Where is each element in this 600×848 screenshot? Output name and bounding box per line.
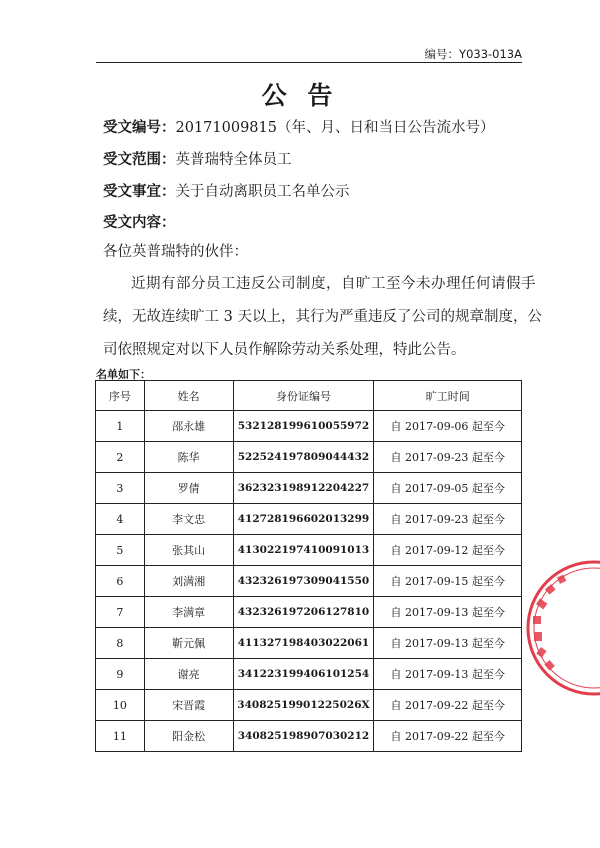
cell-absence-time: 自 2017-09-22 起至今	[374, 721, 522, 752]
cell-id-number: 432326197309041550	[233, 566, 374, 597]
cell-name: 靳元佩	[144, 628, 233, 659]
cell-index: 3	[96, 473, 145, 504]
field-label: 受文编号：	[103, 120, 176, 136]
field-label: 受文范围：	[103, 152, 176, 168]
field-value: 20171009815（年、月、日和当日公告流水号）	[175, 120, 495, 136]
header-id-number: 身份证编号	[233, 381, 374, 411]
cell-name: 邵永雄	[144, 411, 233, 442]
cell-absence-time: 自 2017-09-13 起至今	[374, 597, 522, 628]
cell-name: 张其山	[144, 535, 233, 566]
cell-id-number: 341223199406101254	[233, 659, 374, 690]
header-name: 姓名	[144, 381, 233, 411]
cell-name: 刘满湘	[144, 566, 233, 597]
cell-absence-time: 自 2017-09-05 起至今	[374, 473, 522, 504]
cell-name: 陈华	[144, 442, 233, 473]
cell-name: 谢亮	[144, 659, 233, 690]
cell-index: 5	[96, 535, 145, 566]
table-header-row	[96, 381, 522, 411]
cell-index: 2	[96, 442, 145, 473]
cell-absence-time: 自 2017-09-15 起至今	[374, 566, 522, 597]
cell-id-number: 34082519901225026X	[233, 690, 374, 721]
field-label: 受文事宜：	[103, 184, 176, 200]
header-absence-time: 旷工时间	[374, 381, 522, 411]
cell-id-number: 362323198912204227	[233, 473, 374, 504]
table-row	[96, 690, 522, 721]
cell-index: 8	[96, 628, 145, 659]
cell-name: 阳金松	[144, 721, 233, 752]
cell-index: 1	[96, 411, 145, 442]
cell-absence-time: 自 2017-09-12 起至今	[374, 535, 522, 566]
cell-index: 7	[96, 597, 145, 628]
cell-index: 10	[96, 690, 145, 721]
table-row	[96, 566, 522, 597]
cell-name: 宋晋霞	[144, 690, 233, 721]
cell-name: 李满章	[144, 597, 233, 628]
cell-absence-time: 自 2017-09-22 起至今	[374, 690, 522, 721]
cell-id-number: 413022197410091013	[233, 535, 374, 566]
cell-absence-time: 自 2017-09-13 起至今	[374, 628, 522, 659]
cell-absence-time: 自 2017-09-06 起至今	[374, 411, 522, 442]
cell-id-number: 411327198403022061	[233, 628, 374, 659]
cell-index: 6	[96, 566, 145, 597]
table-row	[96, 721, 522, 752]
field-value: 关于自动离职员工名单公示	[175, 184, 350, 200]
table-row	[96, 411, 522, 442]
cell-id-number: 432326197206127810	[233, 597, 374, 628]
list-label: 名单如下：	[96, 368, 151, 381]
table-row	[96, 628, 522, 659]
body-paragraph-line: 司依照规定对以下人员作解除劳动关系处理，特此公告。	[103, 342, 466, 358]
cell-id-number: 412728196602013299	[233, 504, 374, 535]
field-document-number	[103, 116, 494, 137]
cell-id-number: 532128199610055972	[233, 411, 374, 442]
cell-id-number: 340825198907030212	[233, 721, 374, 752]
table-row	[96, 597, 522, 628]
cell-name: 罗倩	[144, 473, 233, 504]
field-value: 英普瑞特全体员工	[175, 152, 292, 168]
document-number: 编号：Y033-013A	[424, 47, 522, 61]
table-body	[96, 411, 522, 752]
table-row	[96, 504, 522, 535]
body-paragraph-line: 续，无故连续旷工 3 天以上，其行为严重违反了公司的规章制度，公	[103, 309, 542, 325]
header-index: 序号	[96, 381, 145, 411]
field-recipient-scope	[103, 148, 292, 169]
cell-name: 李文忠	[144, 504, 233, 535]
cell-absence-time: 自 2017-09-23 起至今	[374, 504, 522, 535]
cell-index: 9	[96, 659, 145, 690]
company-seal-stamp	[524, 558, 600, 698]
greeting: 各位英普瑞特的伙伴：	[103, 244, 248, 260]
employee-table	[95, 380, 522, 752]
header-divider	[96, 62, 522, 63]
body-paragraph-line: 近期有部分员工违反公司制度，自旷工至今未办理任何请假手	[131, 276, 536, 292]
field-label: 受文内容：	[103, 215, 176, 231]
table-row	[96, 659, 522, 690]
page-title: 公 告	[261, 81, 339, 110]
field-subject	[103, 180, 350, 201]
cell-absence-time: 自 2017-09-23 起至今	[374, 442, 522, 473]
cell-index: 4	[96, 504, 145, 535]
table-row	[96, 473, 522, 504]
cell-id-number: 522524197809044432	[233, 442, 374, 473]
cell-absence-time: 自 2017-09-13 起至今	[374, 659, 522, 690]
table-row	[96, 535, 522, 566]
cell-index: 11	[96, 721, 145, 752]
field-content	[103, 211, 176, 232]
seal-lettering	[533, 575, 566, 671]
table-row	[96, 442, 522, 473]
